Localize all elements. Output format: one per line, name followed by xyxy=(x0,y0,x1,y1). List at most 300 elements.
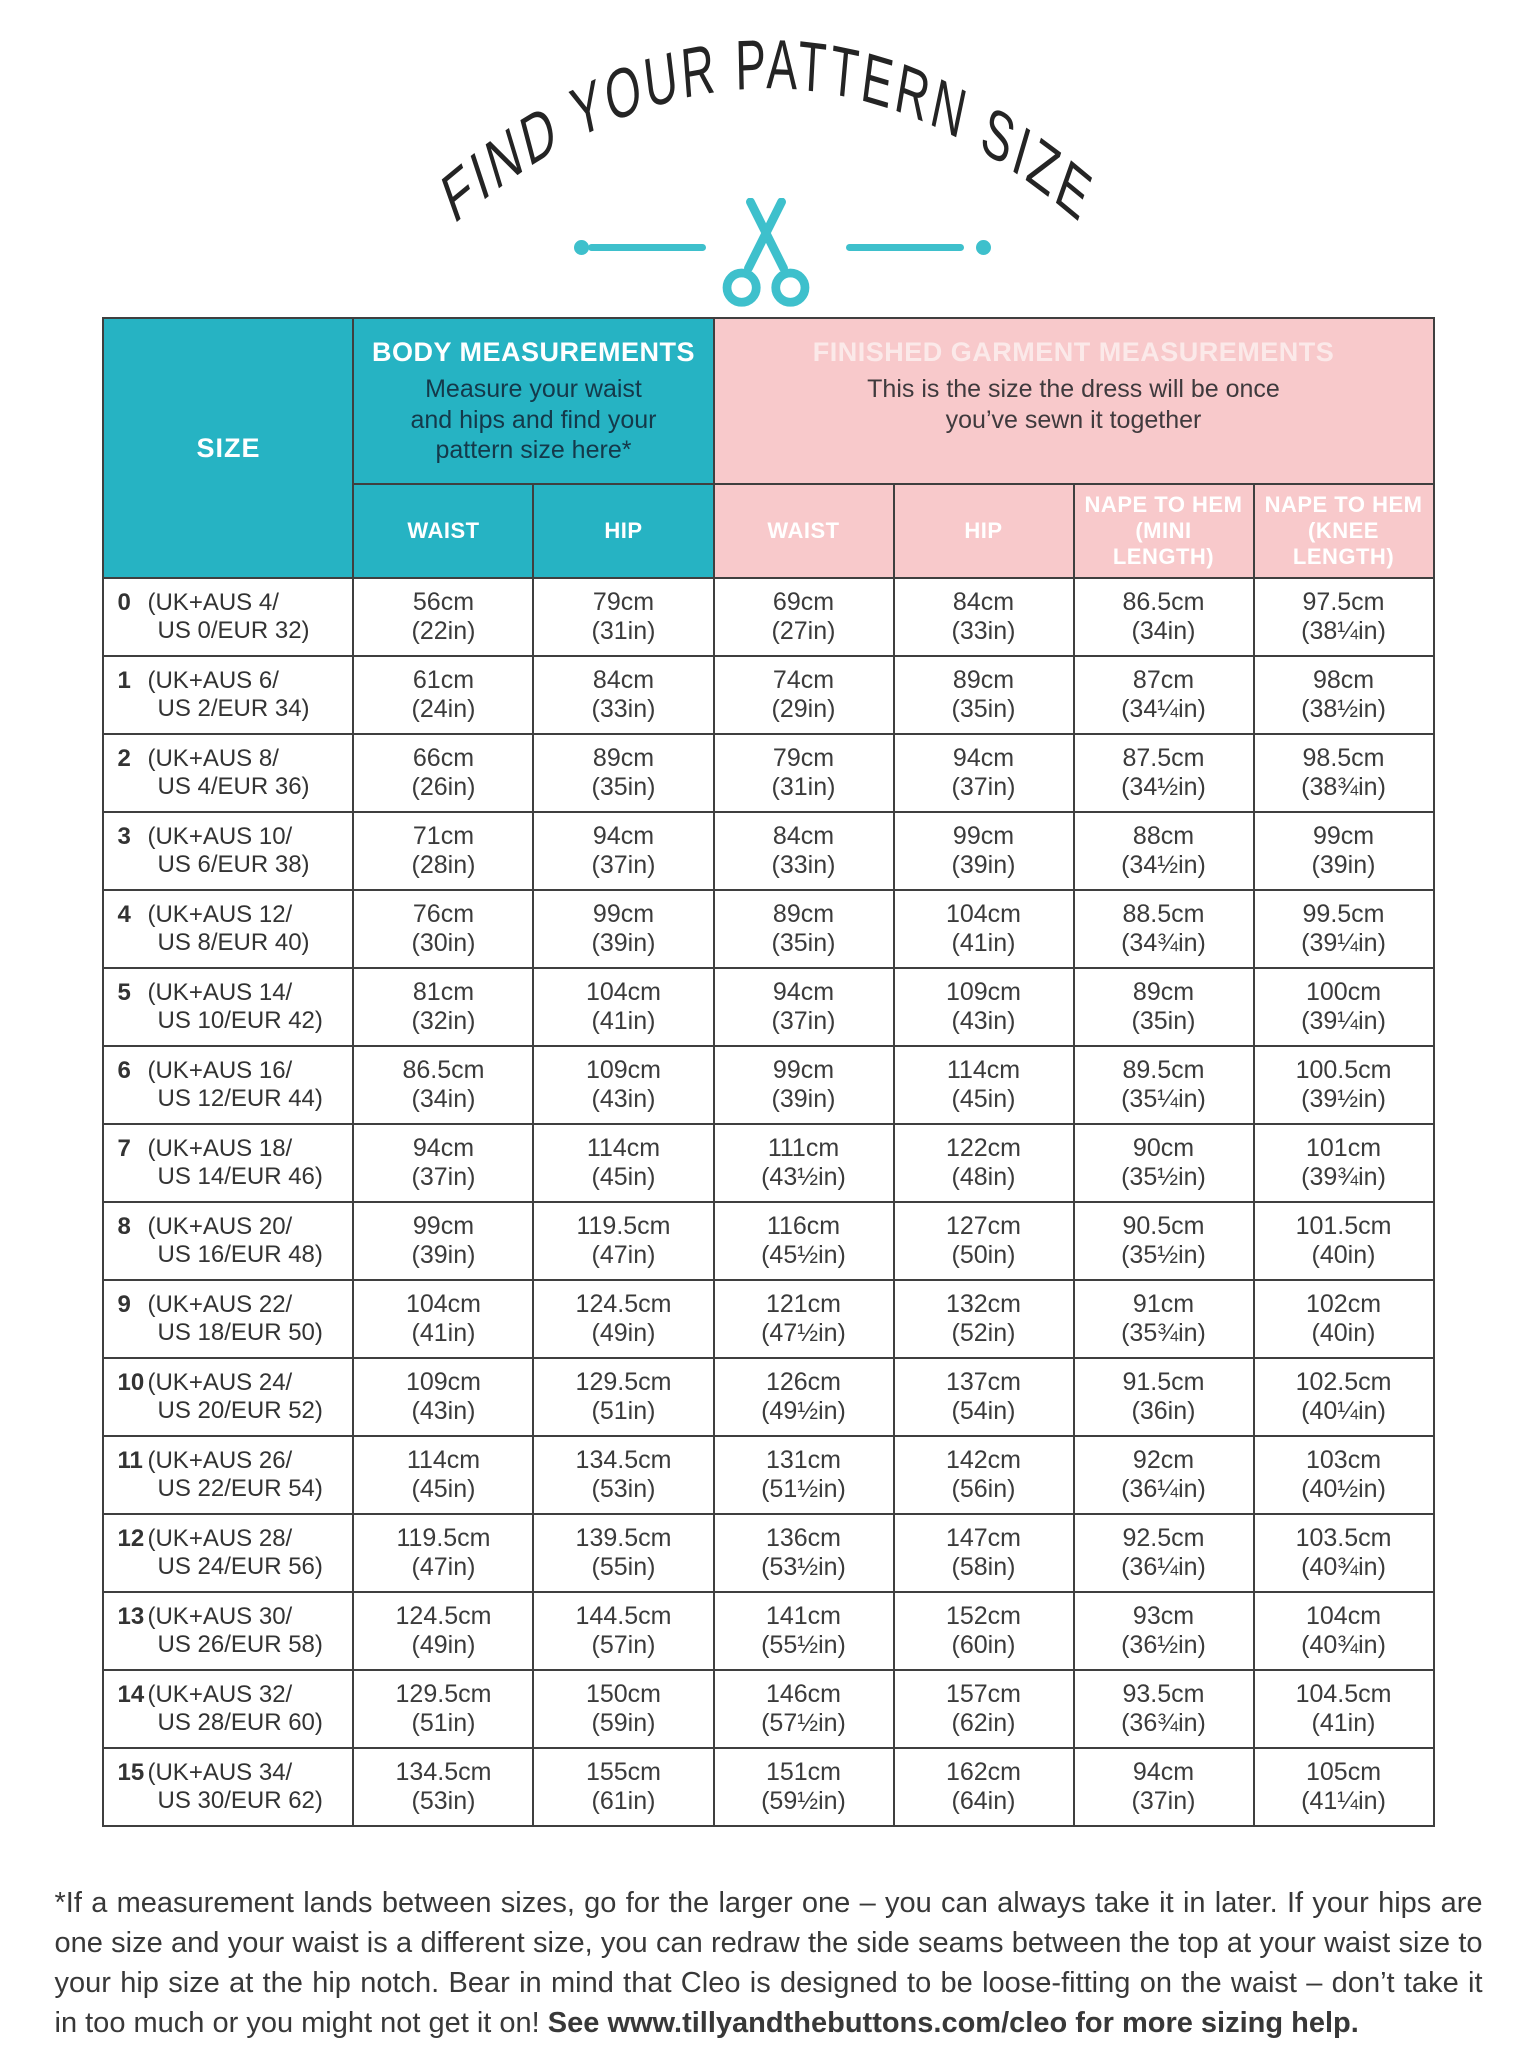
table-row xyxy=(103,1748,1433,1826)
measurement-in: (39½in) xyxy=(1301,1085,1386,1113)
size-intl-line1: (UK+AUS 12/ xyxy=(147,900,293,928)
measurement-cell xyxy=(894,1670,1074,1748)
size-label-cell xyxy=(103,1592,353,1670)
measurement-cell xyxy=(353,1592,533,1670)
measurement-in: (31in) xyxy=(591,617,656,645)
measurement-in: (35½in) xyxy=(1121,1241,1206,1269)
measurement-cm: 99.5cm xyxy=(1302,900,1385,928)
table-row xyxy=(103,1202,1433,1280)
size-number: 9 xyxy=(117,1290,131,1318)
measurement-cm: 119.5cm xyxy=(576,1212,671,1240)
measurement-cm: 122cm xyxy=(945,1134,1022,1162)
measurement-cm: 76cm xyxy=(412,900,475,928)
measurement-cell xyxy=(714,1670,894,1748)
measurement-in: (31in) xyxy=(771,773,836,801)
measurement-cm: 69cm xyxy=(772,588,835,616)
measurement-in: (47½in) xyxy=(761,1319,846,1347)
garment-measurements-subtitle: This is the size the dress will be once you’ve sewn it together xyxy=(867,375,1280,434)
measurement-cell xyxy=(1254,1592,1434,1670)
measurement-cm: 101.5cm xyxy=(1295,1212,1392,1240)
size-intl-label xyxy=(147,1057,322,1114)
measurement-cell xyxy=(714,1748,894,1826)
measurement-cell xyxy=(353,1748,533,1826)
measurement-cell xyxy=(894,1514,1074,1592)
measurement-cm: 119.5cm xyxy=(396,1524,491,1552)
measurement-cell xyxy=(353,1436,533,1514)
measurement-in: (34¾in) xyxy=(1121,929,1206,957)
table-row xyxy=(103,1514,1433,1592)
measurement-cm: 100.5cm xyxy=(1295,1056,1392,1084)
measurement-in: (40¾in) xyxy=(1301,1553,1386,1581)
measurement-cm: 89cm xyxy=(772,900,835,928)
measurement-cm: 93cm xyxy=(1132,1602,1195,1630)
measurement-cm: 89cm xyxy=(952,666,1015,694)
measurement-cm: 86.5cm xyxy=(1122,588,1205,616)
size-table-body xyxy=(103,578,1433,1826)
measurement-cm: 121cm xyxy=(765,1290,842,1318)
measurement-cell xyxy=(894,1280,1074,1358)
divider-line-right-icon xyxy=(846,244,964,251)
measurement-cell xyxy=(714,1046,894,1124)
pattern-size-table xyxy=(102,317,1434,1827)
measurement-in: (34½in) xyxy=(1121,851,1206,879)
measurement-cell xyxy=(1254,578,1434,656)
col-header-body-hip: HIP xyxy=(533,484,713,578)
table-row xyxy=(103,968,1433,1046)
measurement-cell xyxy=(1254,656,1434,734)
col-header-garment-waist: WAIST xyxy=(714,484,894,578)
size-number: 14 xyxy=(117,1680,145,1708)
size-intl-line2: US 24/EUR 56) xyxy=(157,1553,323,1580)
measurement-cm: 90cm xyxy=(1132,1134,1195,1162)
size-intl-line2: US 8/EUR 40) xyxy=(157,929,310,956)
size-label-cell xyxy=(103,578,353,656)
size-intl-label xyxy=(147,823,309,880)
measurement-cell xyxy=(714,578,894,656)
measurement-cm: 104.5cm xyxy=(1295,1680,1392,1708)
measurement-in: (47in) xyxy=(591,1241,656,1269)
measurement-in: (58in) xyxy=(951,1553,1016,1581)
divider-line-left-icon xyxy=(588,244,706,251)
measurement-cm: 104cm xyxy=(405,1290,481,1318)
measurement-cm: 144.5cm xyxy=(575,1602,672,1630)
table-row xyxy=(103,1124,1433,1202)
measurement-cell xyxy=(1074,578,1254,656)
measurement-cell xyxy=(714,1280,894,1358)
measurement-in: (55½in) xyxy=(761,1631,846,1659)
measurement-cm: 99cm xyxy=(592,900,655,928)
measurement-in: (35in) xyxy=(951,695,1016,723)
measurement-cm: 104cm xyxy=(945,900,1022,928)
size-intl-line2: US 2/EUR 34) xyxy=(157,695,310,722)
size-intl-label xyxy=(147,589,309,646)
measurement-cm: 141cm xyxy=(765,1602,842,1630)
measurement-in: (39¾in) xyxy=(1301,1163,1386,1191)
size-label-cell xyxy=(103,1670,353,1748)
measurement-cm: 102.5cm xyxy=(1295,1368,1392,1396)
size-intl-label xyxy=(147,1291,322,1348)
measurement-cm: 101cm xyxy=(1305,1134,1382,1162)
measurement-cm: 91cm xyxy=(1132,1290,1195,1318)
measurement-in: (40in) xyxy=(1311,1319,1376,1347)
measurement-cm: 84cm xyxy=(592,666,655,694)
measurement-cell xyxy=(1254,1124,1434,1202)
measurement-cm: 89cm xyxy=(592,744,655,772)
measurement-cell xyxy=(1254,968,1434,1046)
measurement-cm: 89.5cm xyxy=(1122,1056,1205,1084)
measurement-in: (29in) xyxy=(771,695,836,723)
table-row xyxy=(103,734,1433,812)
measurement-in: (39in) xyxy=(951,851,1016,879)
measurement-in: (53in) xyxy=(591,1475,656,1503)
measurement-in: (39in) xyxy=(411,1241,476,1269)
measurement-cell xyxy=(714,890,894,968)
measurement-cell xyxy=(533,1124,713,1202)
size-intl-label xyxy=(147,1681,322,1738)
measurement-in: (50in) xyxy=(951,1241,1016,1269)
measurement-in: (45in) xyxy=(591,1163,656,1191)
table-row xyxy=(103,578,1433,656)
measurement-in: (51in) xyxy=(591,1397,656,1425)
measurement-cm: 86.5cm xyxy=(402,1056,485,1084)
measurement-cell xyxy=(1254,1670,1434,1748)
measurement-in: (38¾in) xyxy=(1301,773,1386,801)
size-intl-line2: US 20/EUR 52) xyxy=(157,1397,323,1424)
footnote xyxy=(55,1883,1483,2043)
measurement-cell xyxy=(353,734,533,812)
measurement-cm: 157cm xyxy=(945,1680,1022,1708)
measurement-in: (41in) xyxy=(951,929,1016,957)
measurement-in: (39¼in) xyxy=(1301,929,1386,957)
measurement-in: (22in) xyxy=(411,617,476,645)
size-intl-label xyxy=(147,745,309,802)
measurement-in: (62in) xyxy=(951,1709,1016,1737)
measurement-cm: 104cm xyxy=(1305,1602,1382,1630)
measurement-cm: 94cm xyxy=(412,1134,475,1162)
size-number: 10 xyxy=(117,1368,145,1396)
measurement-cm: 129.5cm xyxy=(395,1680,492,1708)
measurement-cell xyxy=(894,890,1074,968)
size-intl-line1: (UK+AUS 10/ xyxy=(147,822,293,850)
size-intl-line2: US 16/EUR 48) xyxy=(157,1241,323,1268)
measurement-cell xyxy=(533,1202,713,1280)
measurement-cell xyxy=(1074,890,1254,968)
measurement-cell xyxy=(1074,812,1254,890)
measurement-cell xyxy=(533,1514,713,1592)
measurement-cell xyxy=(1074,1592,1254,1670)
measurement-cell xyxy=(714,1436,894,1514)
measurement-in: (48in) xyxy=(951,1163,1016,1191)
measurement-cell xyxy=(894,812,1074,890)
size-intl-line1: (UK+AUS 26/ xyxy=(147,1446,293,1474)
measurement-cm: 109cm xyxy=(585,1056,662,1084)
size-number: 8 xyxy=(117,1212,131,1240)
size-label-cell xyxy=(103,890,353,968)
measurement-cm: 162cm xyxy=(945,1758,1022,1786)
size-intl-line2: US 26/EUR 58) xyxy=(157,1631,323,1658)
measurement-cell xyxy=(1254,1280,1434,1358)
size-intl-label xyxy=(147,1213,322,1270)
size-number: 1 xyxy=(117,666,131,694)
size-number: 6 xyxy=(117,1056,131,1084)
size-intl-line2: US 30/EUR 62) xyxy=(157,1787,323,1814)
size-label-cell xyxy=(103,968,353,1046)
measurement-in: (34in) xyxy=(1131,617,1196,645)
measurement-cell xyxy=(353,968,533,1046)
measurement-in: (45in) xyxy=(951,1085,1016,1113)
size-intl-label xyxy=(147,1135,322,1192)
measurement-cm: 109cm xyxy=(405,1368,481,1396)
measurement-in: (37in) xyxy=(411,1163,476,1191)
measurement-in: (51½in) xyxy=(761,1475,846,1503)
table-row xyxy=(103,1280,1433,1358)
size-intl-label xyxy=(147,1447,322,1504)
measurement-cm: 61cm xyxy=(412,666,475,694)
measurement-cm: 132cm xyxy=(945,1290,1022,1318)
measurement-cell xyxy=(894,578,1074,656)
measurement-cell xyxy=(714,1358,894,1436)
measurement-in: (59½in) xyxy=(761,1787,846,1815)
measurement-cell xyxy=(533,1670,713,1748)
size-number: 3 xyxy=(117,822,131,850)
size-number: 7 xyxy=(117,1134,131,1162)
measurement-cm: 137cm xyxy=(945,1368,1022,1396)
measurement-in: (57½in) xyxy=(761,1709,846,1737)
size-number: 0 xyxy=(117,588,131,616)
table-row xyxy=(103,1358,1433,1436)
measurement-in: (33in) xyxy=(591,695,656,723)
size-label-cell xyxy=(103,1436,353,1514)
measurement-cell xyxy=(533,812,713,890)
table-row xyxy=(103,1046,1433,1124)
measurement-cell xyxy=(714,1514,894,1592)
measurement-cm: 93.5cm xyxy=(1122,1680,1205,1708)
measurement-cm: 142cm xyxy=(945,1446,1022,1474)
size-column-header xyxy=(103,318,353,578)
measurement-in: (33in) xyxy=(951,617,1016,645)
size-intl-line1: (UK+AUS 28/ xyxy=(147,1524,293,1552)
measurement-cm: 155cm xyxy=(585,1758,662,1786)
measurement-cm: 91.5cm xyxy=(1122,1368,1205,1396)
table-row xyxy=(103,656,1433,734)
measurement-cell xyxy=(353,1280,533,1358)
measurement-cell xyxy=(714,968,894,1046)
measurement-cm: 94cm xyxy=(1132,1758,1195,1786)
measurement-in: (45in) xyxy=(411,1475,476,1503)
measurement-in: (53in) xyxy=(411,1787,476,1815)
measurement-cell xyxy=(894,1046,1074,1124)
measurement-in: (41in) xyxy=(591,1007,656,1035)
measurement-cm: 90.5cm xyxy=(1122,1212,1205,1240)
measurement-cm: 103cm xyxy=(1305,1446,1382,1474)
measurement-cell xyxy=(1074,1280,1254,1358)
measurement-in: (38¼in) xyxy=(1301,617,1386,645)
measurement-in: (39in) xyxy=(591,929,656,957)
measurement-in: (36¾in) xyxy=(1121,1709,1206,1737)
size-intl-line1: (UK+AUS 24/ xyxy=(147,1368,293,1396)
measurement-cell xyxy=(1254,1358,1434,1436)
measurement-in: (61in) xyxy=(591,1787,656,1815)
measurement-in: (41¼in) xyxy=(1301,1787,1386,1815)
measurement-cell xyxy=(353,1670,533,1748)
measurement-cm: 152cm xyxy=(945,1602,1022,1630)
size-number: 15 xyxy=(117,1758,145,1786)
measurement-cell xyxy=(533,1748,713,1826)
measurement-cell xyxy=(894,1748,1074,1826)
size-intl-line1: (UK+AUS 34/ xyxy=(147,1758,293,1786)
measurement-cm: 87.5cm xyxy=(1122,744,1205,772)
measurement-in: (36¼in) xyxy=(1121,1475,1206,1503)
measurement-cm: 99cm xyxy=(772,1056,835,1084)
size-intl-line1: (UK+AUS 22/ xyxy=(147,1290,293,1318)
measurement-cell xyxy=(1254,890,1434,968)
measurement-cell xyxy=(353,1046,533,1124)
size-number: 4 xyxy=(117,900,131,928)
measurement-cm: 99cm xyxy=(412,1212,475,1240)
measurement-in: (32in) xyxy=(411,1007,476,1035)
measurement-cell xyxy=(1254,1514,1434,1592)
measurement-cm: 126cm xyxy=(765,1368,842,1396)
size-intl-label xyxy=(147,1525,322,1582)
measurement-in: (28in) xyxy=(411,851,476,879)
measurement-cm: 79cm xyxy=(772,744,835,772)
size-number: 12 xyxy=(117,1524,145,1552)
measurement-in: (52in) xyxy=(951,1319,1016,1347)
col-header-nape-knee: NAPE TO HEM (KNEE LENGTH) xyxy=(1254,484,1434,578)
size-intl-label xyxy=(147,901,309,958)
group-header-row xyxy=(103,318,1433,484)
measurement-in: (37in) xyxy=(951,773,1016,801)
measurement-cm: 127cm xyxy=(945,1212,1022,1240)
measurement-cell xyxy=(1074,1748,1254,1826)
footnote-link-text: See www.tillyandthebuttons.com/cleo for more sizing help. xyxy=(547,2007,1359,2040)
measurement-cm: 150cm xyxy=(585,1680,662,1708)
measurement-cm: 74cm xyxy=(772,666,835,694)
measurement-cell xyxy=(894,734,1074,812)
measurement-cell xyxy=(1074,1124,1254,1202)
size-intl-line2: US 0/EUR 32) xyxy=(157,617,310,644)
measurement-in: (60in) xyxy=(951,1631,1016,1659)
measurement-cm: 99cm xyxy=(1312,822,1375,850)
measurement-cell xyxy=(894,968,1074,1046)
measurement-in: (35in) xyxy=(591,773,656,801)
measurement-cm: 98.5cm xyxy=(1302,744,1385,772)
measurement-cell xyxy=(353,578,533,656)
size-intl-line2: US 6/EUR 38) xyxy=(157,851,310,878)
measurement-cell xyxy=(1254,1748,1434,1826)
measurement-in: (49in) xyxy=(591,1319,656,1347)
size-label-cell xyxy=(103,734,353,812)
measurement-cm: 99cm xyxy=(952,822,1015,850)
measurement-cell xyxy=(1074,1436,1254,1514)
measurement-cell xyxy=(1074,734,1254,812)
measurement-in: (35½in) xyxy=(1121,1163,1206,1191)
size-number: 5 xyxy=(117,978,131,1006)
size-number: 13 xyxy=(117,1602,145,1630)
measurement-cell xyxy=(1254,734,1434,812)
measurement-in: (49½in) xyxy=(761,1397,846,1425)
table-row xyxy=(103,1592,1433,1670)
measurement-cell xyxy=(353,1514,533,1592)
measurement-cm: 79cm xyxy=(592,588,655,616)
size-intl-line2: US 4/EUR 36) xyxy=(157,773,310,800)
measurement-in: (34in) xyxy=(411,1085,476,1113)
measurement-in: (36½in) xyxy=(1121,1631,1206,1659)
body-measurements-title: BODY MEASUREMENTS xyxy=(371,337,696,367)
page-title-text: FIND YOUR PATTERN SIZE xyxy=(433,24,1103,239)
size-intl-line1: (UK+AUS 6/ xyxy=(147,666,279,694)
measurement-cell xyxy=(353,1358,533,1436)
size-intl-label xyxy=(147,979,322,1036)
measurement-in: (36in) xyxy=(1131,1397,1196,1425)
measurement-in: (39in) xyxy=(1311,851,1376,879)
measurement-cm: 109cm xyxy=(945,978,1022,1006)
measurement-cell xyxy=(1074,1046,1254,1124)
measurement-in: (35in) xyxy=(771,929,836,957)
measurement-in: (26in) xyxy=(411,773,476,801)
measurement-cm: 147cm xyxy=(945,1524,1022,1552)
measurement-cell xyxy=(353,812,533,890)
measurement-cm: 94cm xyxy=(592,822,655,850)
measurement-cell xyxy=(1074,968,1254,1046)
size-label-cell xyxy=(103,1514,353,1592)
measurement-in: (37in) xyxy=(771,1007,836,1035)
measurement-cell xyxy=(894,656,1074,734)
measurement-cell xyxy=(894,1436,1074,1514)
measurement-in: (39¼in) xyxy=(1301,1007,1386,1035)
measurement-cm: 146cm xyxy=(765,1680,842,1708)
size-intl-label xyxy=(147,1369,322,1426)
measurement-in: (43½in) xyxy=(761,1163,846,1191)
measurement-cm: 131cm xyxy=(765,1446,842,1474)
measurement-cell xyxy=(714,1124,894,1202)
measurement-cm: 66cm xyxy=(412,744,475,772)
measurement-cell xyxy=(714,656,894,734)
measurement-cm: 136cm xyxy=(765,1524,842,1552)
size-label-cell xyxy=(103,812,353,890)
measurement-cell xyxy=(533,1436,713,1514)
measurement-cell xyxy=(1074,1670,1254,1748)
measurement-cm: 100cm xyxy=(1305,978,1382,1006)
measurement-cell xyxy=(1074,1514,1254,1592)
table-row xyxy=(103,890,1433,968)
measurement-cell xyxy=(894,1592,1074,1670)
measurement-in: (56in) xyxy=(951,1475,1016,1503)
size-number: 2 xyxy=(117,744,131,772)
size-intl-line1: (UK+AUS 4/ xyxy=(147,588,279,616)
measurement-in: (34½in) xyxy=(1121,773,1206,801)
measurement-cell xyxy=(353,656,533,734)
table-row xyxy=(103,1436,1433,1514)
size-label-cell xyxy=(103,1046,353,1124)
measurement-in: (34¼in) xyxy=(1121,695,1206,723)
measurement-in: (35¼in) xyxy=(1121,1085,1206,1113)
size-label-cell xyxy=(103,1280,353,1358)
measurement-cell xyxy=(353,1124,533,1202)
size-intl-line2: US 10/EUR 42) xyxy=(157,1007,323,1034)
measurement-cm: 134.5cm xyxy=(575,1446,672,1474)
measurement-cell xyxy=(533,968,713,1046)
measurement-cm: 139.5cm xyxy=(575,1524,672,1552)
measurement-cm: 134.5cm xyxy=(395,1758,492,1786)
measurement-in: (27in) xyxy=(771,617,836,645)
measurement-cell xyxy=(1074,1358,1254,1436)
measurement-in: (64in) xyxy=(951,1787,1016,1815)
measurement-cell xyxy=(894,1358,1074,1436)
measurement-cell xyxy=(1254,1436,1434,1514)
size-intl-line1: (UK+AUS 30/ xyxy=(147,1602,293,1630)
measurement-in: (30in) xyxy=(411,929,476,957)
